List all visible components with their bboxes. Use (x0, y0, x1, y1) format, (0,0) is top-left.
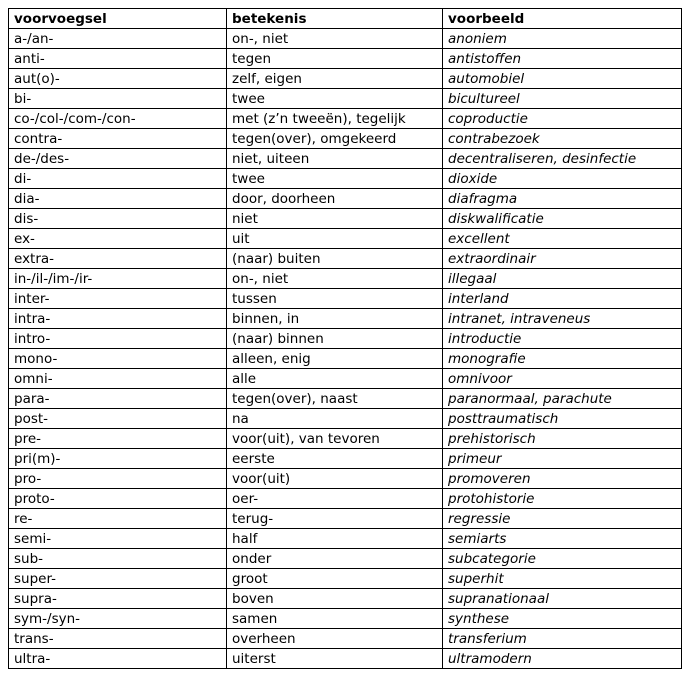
meaning-cell: na (227, 409, 443, 429)
meaning-cell: on-, niet (227, 269, 443, 289)
table-row (9, 149, 682, 169)
example-cell: anoniem (443, 29, 682, 49)
example-cell: synthese (443, 609, 682, 629)
example-cell: posttraumatisch (443, 409, 682, 429)
table-row (9, 309, 682, 329)
prefix-cell: contra- (9, 129, 227, 149)
table-row (9, 569, 682, 589)
meaning-cell: niet, uiteen (227, 149, 443, 169)
meaning-cell: (naar) binnen (227, 329, 443, 349)
table-row (9, 449, 682, 469)
table-row (9, 189, 682, 209)
table-row (9, 349, 682, 369)
table-row (9, 429, 682, 449)
meaning-cell: niet (227, 209, 443, 229)
table-row (9, 89, 682, 109)
meaning-cell: half (227, 529, 443, 549)
meaning-cell: onder (227, 549, 443, 569)
prefix-cell: a-/an- (9, 29, 227, 49)
table-row (9, 169, 682, 189)
header-row (9, 9, 682, 29)
meaning-cell: eerste (227, 449, 443, 469)
example-cell: prehistorisch (443, 429, 682, 449)
example-cell: regressie (443, 509, 682, 529)
meaning-cell: uit (227, 229, 443, 249)
prefix-cell: ex- (9, 229, 227, 249)
meaning-cell: terug- (227, 509, 443, 529)
example-cell: antistoffen (443, 49, 682, 69)
table-row (9, 389, 682, 409)
prefix-cell: dis- (9, 209, 227, 229)
table-row (9, 369, 682, 389)
example-cell: superhit (443, 569, 682, 589)
example-cell: introductie (443, 329, 682, 349)
meaning-cell: twee (227, 89, 443, 109)
prefix-cell: dia- (9, 189, 227, 209)
prefix-cell: re- (9, 509, 227, 529)
example-cell: illegaal (443, 269, 682, 289)
meaning-cell: voor(uit) (227, 469, 443, 489)
table-row (9, 609, 682, 629)
example-cell: semiarts (443, 529, 682, 549)
meaning-cell: tegen (227, 49, 443, 69)
prefix-cell: pro- (9, 469, 227, 489)
example-cell: excellent (443, 229, 682, 249)
meaning-cell: groot (227, 569, 443, 589)
table-row (9, 69, 682, 89)
prefix-cell: pre- (9, 429, 227, 449)
prefix-cell: bi- (9, 89, 227, 109)
meaning-cell: voor(uit), van tevoren (227, 429, 443, 449)
prefix-cell: proto- (9, 489, 227, 509)
prefix-cell: post- (9, 409, 227, 429)
table-row (9, 629, 682, 649)
meaning-cell: oer- (227, 489, 443, 509)
prefix-cell: sym-/syn- (9, 609, 227, 629)
column-header-voorvoegsel: voorvoegsel (9, 9, 227, 29)
example-cell: diskwalificatie (443, 209, 682, 229)
table-row (9, 229, 682, 249)
example-cell: paranormaal, parachute (443, 389, 682, 409)
table-row (9, 529, 682, 549)
example-cell: transferium (443, 629, 682, 649)
prefix-cell: sub- (9, 549, 227, 569)
meaning-cell: tegen(over), omgekeerd (227, 129, 443, 149)
meaning-cell: alle (227, 369, 443, 389)
prefix-cell: intra- (9, 309, 227, 329)
example-cell: interland (443, 289, 682, 309)
example-cell: ultramodern (443, 649, 682, 669)
meaning-cell: on-, niet (227, 29, 443, 49)
table-row (9, 409, 682, 429)
table-row (9, 489, 682, 509)
example-cell: primeur (443, 449, 682, 469)
example-cell: automobiel (443, 69, 682, 89)
example-cell: subcategorie (443, 549, 682, 569)
example-cell: intranet, intraveneus (443, 309, 682, 329)
meaning-cell: twee (227, 169, 443, 189)
prefix-cell: ultra- (9, 649, 227, 669)
meaning-cell: boven (227, 589, 443, 609)
example-cell: bicultureel (443, 89, 682, 109)
table-row (9, 589, 682, 609)
column-header-betekenis: betekenis (227, 9, 443, 29)
column-header-voorbeeld: voorbeeld (443, 9, 682, 29)
prefix-cell: aut(o)- (9, 69, 227, 89)
prefix-cell: semi- (9, 529, 227, 549)
prefix-cell: pri(m)- (9, 449, 227, 469)
meaning-cell: met (z’n tweeën), tegelijk (227, 109, 443, 129)
example-cell: promoveren (443, 469, 682, 489)
meaning-cell: zelf, eigen (227, 69, 443, 89)
example-cell: omnivoor (443, 369, 682, 389)
prefix-cell: extra- (9, 249, 227, 269)
prefix-cell: in-/il-/im-/ir- (9, 269, 227, 289)
prefix-cell: mono- (9, 349, 227, 369)
example-cell: extraordinair (443, 249, 682, 269)
table-row (9, 49, 682, 69)
meaning-cell: uiterst (227, 649, 443, 669)
example-cell: protohistorie (443, 489, 682, 509)
table-row (9, 649, 682, 669)
prefix-table (8, 8, 682, 669)
prefix-cell: anti- (9, 49, 227, 69)
meaning-cell: samen (227, 609, 443, 629)
prefix-cell: super- (9, 569, 227, 589)
table-row (9, 209, 682, 229)
example-cell: dioxide (443, 169, 682, 189)
meaning-cell: tussen (227, 289, 443, 309)
meaning-cell: alleen, enig (227, 349, 443, 369)
meaning-cell: door, doorheen (227, 189, 443, 209)
table-row (9, 469, 682, 489)
table-row (9, 509, 682, 529)
prefix-cell: omni- (9, 369, 227, 389)
meaning-cell: tegen(over), naast (227, 389, 443, 409)
example-cell: contrabezoek (443, 129, 682, 149)
meaning-cell: (naar) buiten (227, 249, 443, 269)
table-row (9, 109, 682, 129)
prefix-cell: de-/des- (9, 149, 227, 169)
prefix-cell: di- (9, 169, 227, 189)
example-cell: monografie (443, 349, 682, 369)
prefix-cell: supra- (9, 589, 227, 609)
prefix-cell: inter- (9, 289, 227, 309)
table-row (9, 129, 682, 149)
example-cell: supranationaal (443, 589, 682, 609)
table-row (9, 249, 682, 269)
prefix-cell: trans- (9, 629, 227, 649)
example-cell: diafragma (443, 189, 682, 209)
example-cell: decentraliseren, desinfectie (443, 149, 682, 169)
table-row (9, 29, 682, 49)
meaning-cell: overheen (227, 629, 443, 649)
meaning-cell: binnen, in (227, 309, 443, 329)
table-row (9, 269, 682, 289)
prefix-cell: intro- (9, 329, 227, 349)
prefix-cell: co-/col-/com-/con- (9, 109, 227, 129)
table-row (9, 329, 682, 349)
example-cell: coproductie (443, 109, 682, 129)
table-row (9, 549, 682, 569)
prefix-cell: para- (9, 389, 227, 409)
table-row (9, 289, 682, 309)
